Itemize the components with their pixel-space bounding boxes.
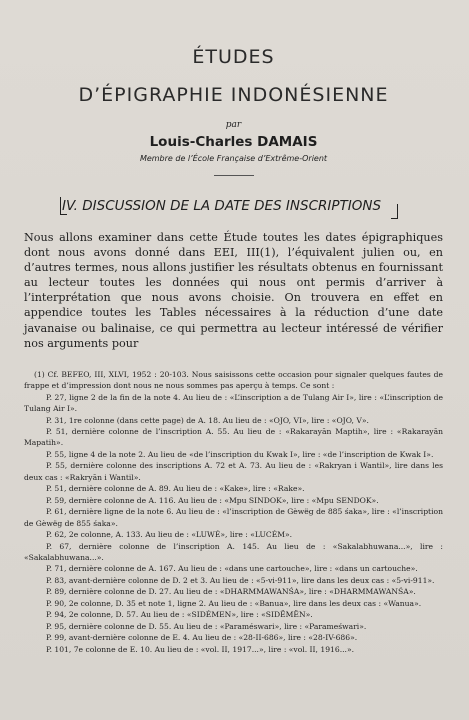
footnote-entry: P. 27, ligne 2 de la fin de la note 4. Au lieu de : «L’inscription a de Tulang Air I», lire : «L’inscription de Tulang Air I».	[24, 392, 443, 414]
footnote-entry: P. 71, dernière colonne de A. 167. Au lieu de : «dans une cartouche», lire : «dans un cartouche».	[46, 564, 418, 574]
footnote-entry: P. 55, ligne 4 de la note 2. Au lieu de «de l’inscription du Kwak I», lire : «de l’inscription de Kwak I».	[46, 449, 434, 459]
title-line-2: D’ÉPIGRAPHIE INDONÉSIENNE	[78, 84, 389, 106]
footnote-entry: P. 31, 1re colonne (dans cette page) de A. 18. Au lieu de : «OJO, VI», lire : «OJO, V».	[46, 415, 369, 425]
footnote-entry: P. 101, 7e colonne de E. 10. Au lieu de : «vol. II, 1917...», lire : «vol. II, 1916...».	[46, 644, 355, 654]
footnote-entry: P. 55, dernière colonne des inscriptions A. 72 et A. 73. Au lieu de : «Rakryan i Wantil», lire dans les deux cas : «Rakryān i Wantil».	[24, 461, 443, 482]
section-heading: IV. DISCUSSION DE LA DATE DES INSCRIPTIONS	[24, 198, 443, 214]
footnote-entry: P. 90, 2e colonne, D. 35 et note 1, ligne 2. Au lieu de : «Banua», lire dans les deux cas : «Wanua».	[46, 598, 422, 608]
footnote-entry: P. 61, dernière ligne de la note 6. Au lieu de : «l’inscription de Gèwëg de 885 śaka», lire : «l’inscription de Gèwëg de 855 śaka».	[24, 507, 443, 528]
footnotes	[24, 369, 443, 655]
footnote-entry: P. 51, dernière colonne de A. 89. Au lieu de : «Kake», lire : «Rake».	[46, 484, 305, 494]
footnote-entry: P. 59, dernière colonne de A. 116. Au lieu de : «Mpu SINDOK», lire : «Mpu SENDOK».	[46, 495, 379, 505]
title-line-1: ÉTUDES	[192, 46, 275, 68]
by-label: par	[225, 120, 242, 130]
footnote-entry: P. 89, dernière colonne de D. 27. Au lieu de : «DHARMMAWANŚA», lire : «DHARMMAWANŚA».	[46, 587, 416, 597]
footnote-entry: P. 99, avant-dernière colonne de E. 4. Au lieu de : «28-II-686», lire : «28-IV-686».	[46, 633, 358, 643]
title-divider	[214, 175, 254, 176]
author-affiliation: Membre de l’École Française d’Extrême-Orient	[139, 154, 328, 163]
footnote-entry: P. 83, avant-dernière colonne de D. 2 et 3. Au lieu de : «5-vi-911», lire dans les deux cas : «5-vi-911».	[46, 575, 435, 585]
footnote-entry: P. 95, dernière colonne de D. 55. Au lieu de : «Paraméswari», lire : «Parameśwari».	[46, 621, 367, 631]
footnote-entry: P. 51, dernière colonne de l’inscription A. 55. Au lieu de : «Rakarayān Maptih», lire : «Rakarayān Mapatih».	[24, 427, 443, 448]
footnote-intro: (1) Cf. BEFEO, III, XLVI, 1952 : 20-103. Nous saisissons cette occasion pour signaler quelques fautes de frappe et d’impression dont nous ne nous sommes pas aperçu à temps. Ce sont :	[24, 369, 443, 391]
footnote-entry: P. 67, dernière colonne de l’inscription A. 145. Au lieu de : «Sakalabhuwana...», lire : «Sakalabhuwana...».	[24, 541, 443, 562]
footnote-entry: P. 94, 2e colonne, D. 57. Au lieu de : «SIDÉMEN», lire : «SIDËMËN».	[46, 610, 313, 620]
body-paragraph: Nous allons examiner dans cette Étude toutes les dates épigraphiques dont nous avons donné dans EEI, III(1), l’équivalent julien ou, en d’autres termes, nous allons justifier les résultats obtenus en fournissant au lecteur toutes les données qui nous ont permis d’arriver à l’interprétation que nous avons choisie. On trouvera en effet en appendice toutes les Tables nécessaires à la réduction d’une date javanaise ou balinaise, ce qui permettra au lecteur intéressé de vérifier nos arguments pour	[24, 231, 443, 350]
footnote-entry: P. 62, 2e colonne, A. 133. Au lieu de : «LUWÉ», lire : «LUCÉM».	[46, 530, 293, 540]
author-name: Louis-Charles DAMAIS	[149, 134, 318, 150]
